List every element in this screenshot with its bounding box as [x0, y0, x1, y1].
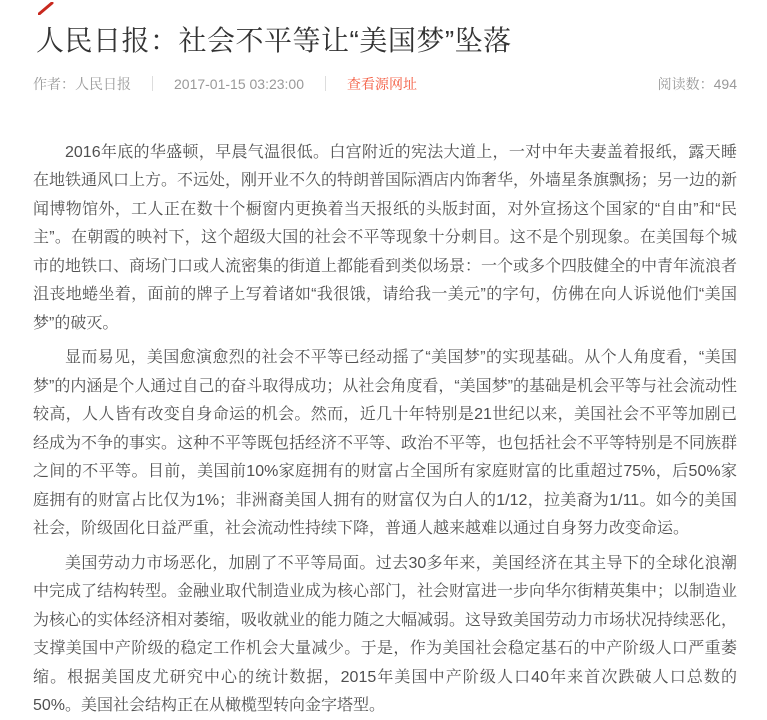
- article-title: 人民日报：社会不平等让“美国梦”坠落: [36, 25, 512, 56]
- author-text: 作者：人民日报: [33, 75, 131, 92]
- read-count: 阅读数：494: [657, 75, 737, 92]
- meta-divider: [325, 76, 326, 91]
- paragraph: 2016年底的华盛顿，早晨气温很低。白宫附近的宪法大道上，一对中年夫妻盖着报纸，露天睡在地铁通风口上方。不远处，刚开业不久的特朗普国际酒店内饰奢华，外墙星条旗飘扬；另一边的新闻博物馆外，工人正在数十个橱窗内更换着当天报纸的头版封面，对外宣扬这个国家的“自由”和“民主”。在朝霞的映衬下，这个超级大国的社会不平等现象十分刺目。这不是个别现象。在美国每个城市的地铁口、商场门口或人流密集的街道上都能看到类似场景：一个或多个四肢健全的中青年流浪者沮丧地蜷坐着，面前的牌子上写着诸如“我很饿，请给我一美元”的字句，仿佛在向人诉说他们“美国梦”的破灭。: [33, 143, 738, 332]
- logo-fragment-icon: [38, 2, 54, 15]
- article-body: [33, 139, 737, 720]
- publish-date: 2017-01-15 03:23:00: [174, 75, 304, 92]
- paragraph: 显而易见，美国愈演愈烈的社会不平等已经动摇了“美国梦”的实现基础。从个人角度看，“美国梦”的内涵是个人通过自己的奋斗取得成功；从社会角度看，“美国梦”的基础是机会平等与社会流动性较高，人人皆有改变自身命运的机会。然而，近几十年特别是21世纪以来，美国社会不平等加剧已经成为不争的事实。这种不平等既包括经济不平等、政治不平等，也包括社会不平等特别是不同族群之间的不平等。目前，美国前10%家庭拥有的财富占全国所有家庭财富的比重超过75%，后50%家庭拥有的财富占比仅为1%；非洲裔美国人拥有的财富仅为白人的1/12，拉美裔为1/11。如今的美国社会，阶级固化日益严重，社会流动性持续下降，普通人越来越难以通过自身努力改变命运。: [33, 349, 738, 538]
- article-meta: [33, 75, 737, 93]
- paragraph: 美国劳动力市场恶化，加剧了不平等局面。过去30多年来，美国经济在其主导下的全球化浪潮中完成了结构转型。金融业取代制造业成为核心部门，社会财富进一步向华尔街精英集中；以制造业为核心的实体经济相对萎缩，吸收就业的能力随之大幅减弱。这导致美国劳动力市场状况持续恶化，支撑美国中产阶级的稳定工作机会大量减少。于是，作为美国社会稳定基石的中产阶级人口严重萎缩。根据美国皮尤研究中心的统计数据，2015年美国中产阶级人口40年来首次跌破人口总数的50%。美国社会结构正在从橄榄型转向金字塔型。: [33, 554, 738, 715]
- view-source-link[interactable]: 查看源网址: [347, 75, 417, 92]
- meta-divider: [152, 76, 153, 91]
